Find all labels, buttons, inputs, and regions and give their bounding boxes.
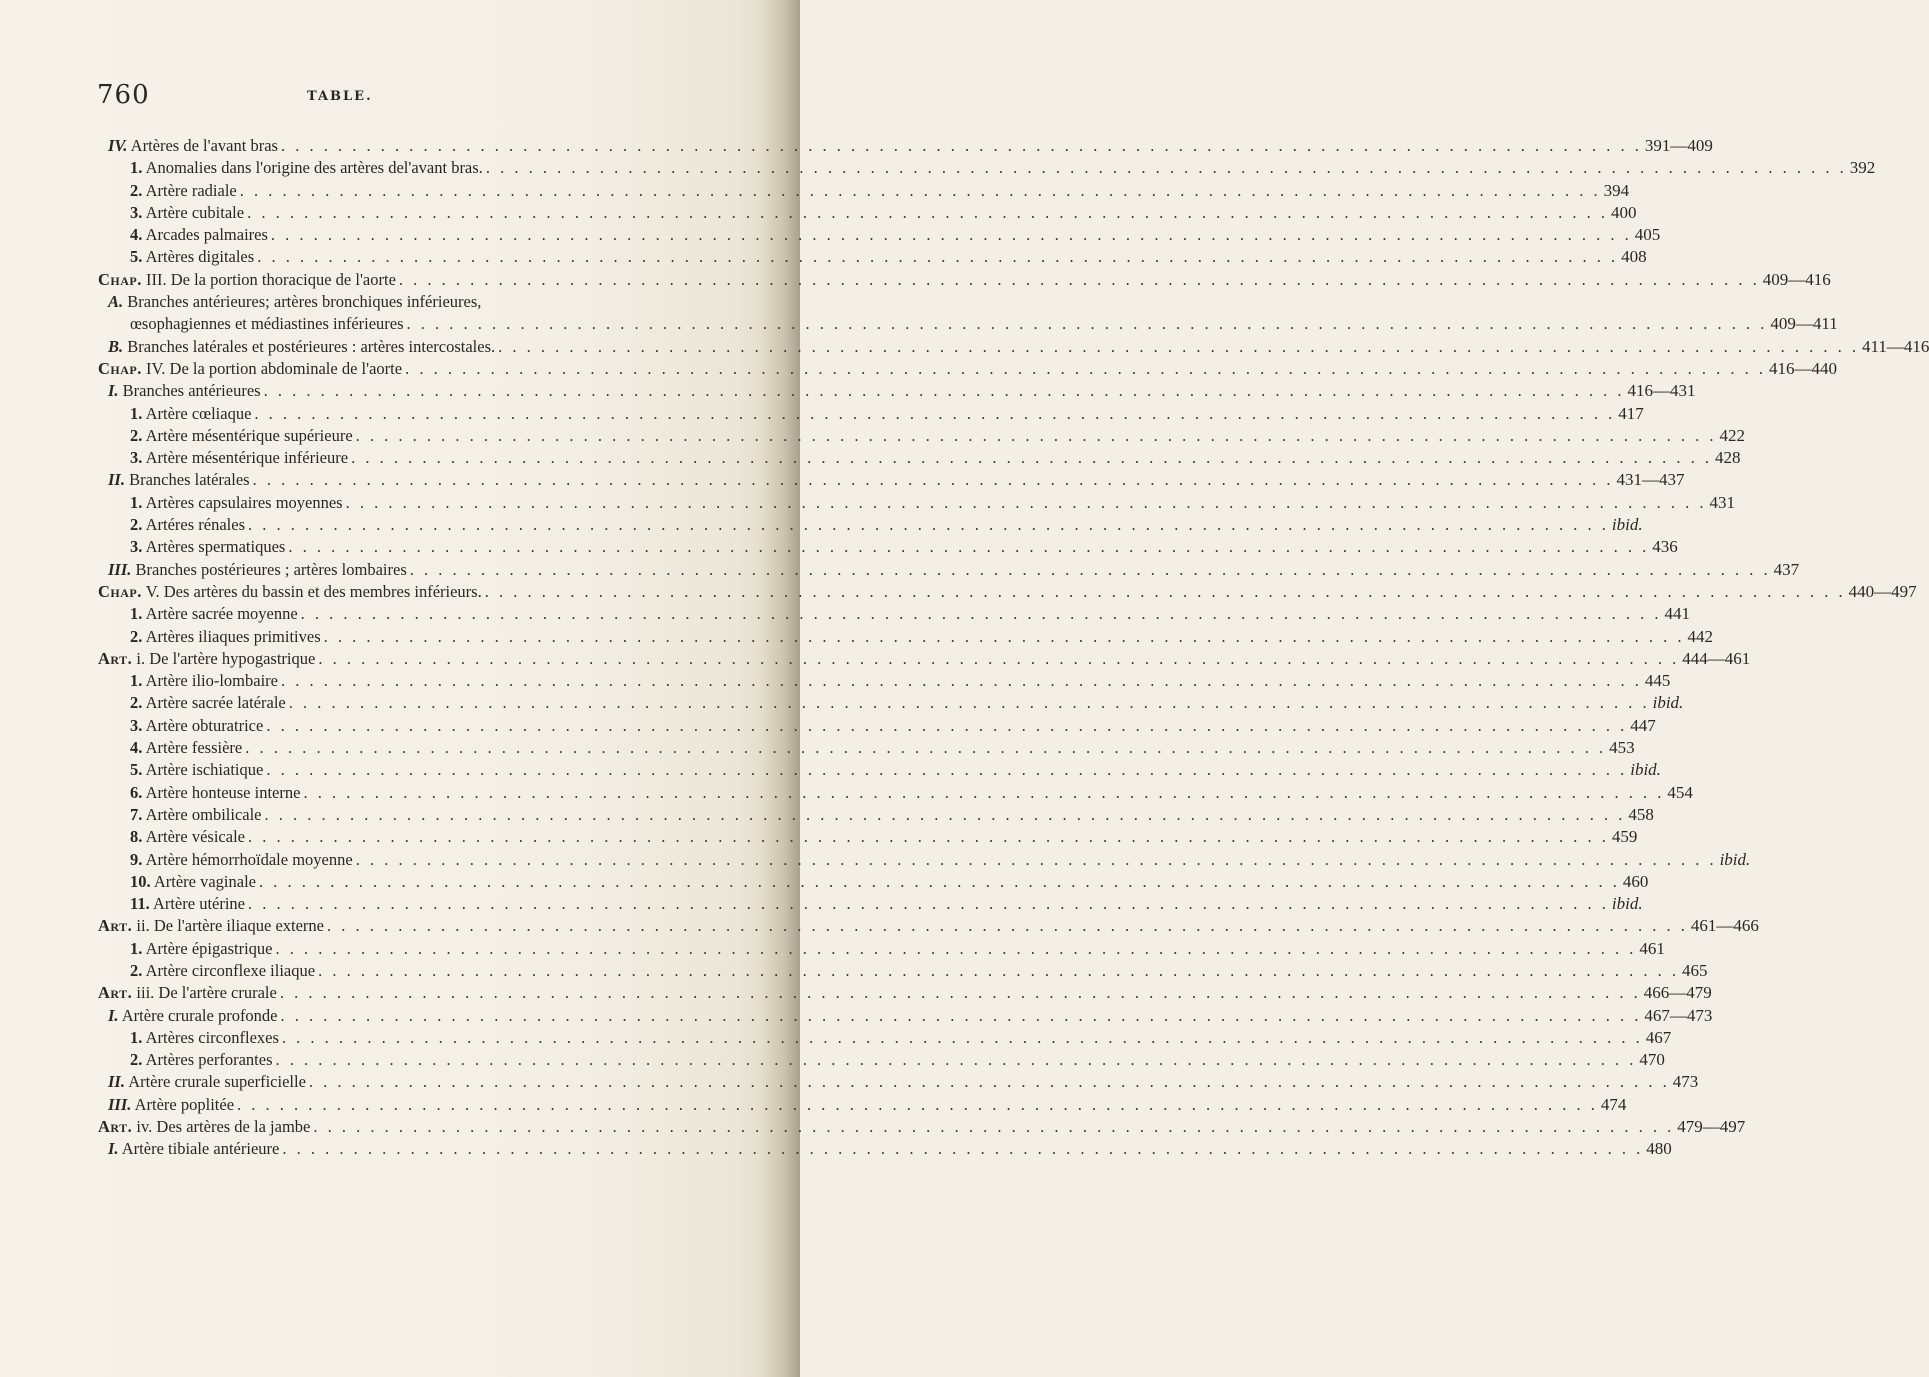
toc-entry-page: 441 [1664, 604, 1691, 624]
toc-entry [130, 1027, 1672, 1049]
toc-entry-label: 6. [130, 782, 143, 802]
toc-entry-label: III. [108, 1094, 132, 1114]
toc-entry-label: 1. [130, 1027, 143, 1047]
dot-leader [277, 982, 1644, 1004]
toc-entry-title: Artère mésentérique inférieure [145, 448, 349, 468]
toc-entry-text [108, 1094, 234, 1116]
toc-entry [130, 603, 1691, 625]
toc-entry-page: 411—416 [1862, 336, 1929, 356]
toc-entry-label: 4. [130, 225, 143, 245]
dot-leader [402, 358, 1769, 380]
toc-entry-page: 440—497 [1848, 581, 1917, 601]
toc-entry-text [108, 336, 495, 358]
toc-entry-label: 4. [130, 738, 143, 758]
toc-entry-label: II. [108, 470, 125, 490]
toc-entry-page: 474 [1600, 1094, 1627, 1114]
table-of-contents [98, 135, 1929, 1161]
toc-entry-title: Branches antérieures [122, 381, 261, 401]
dot-leader [315, 648, 1682, 670]
toc-entry-label: A. [108, 292, 124, 312]
dot-leader [353, 849, 1720, 871]
dot-leader [482, 581, 1849, 603]
dot-leader [268, 224, 1635, 246]
toc-entry-text [130, 313, 404, 335]
toc-entry-text [130, 826, 245, 848]
toc-entry-label: 1. [130, 671, 143, 691]
toc-entry [108, 469, 1685, 491]
toc-entry-title: Artère poplitée [134, 1094, 235, 1114]
dot-leader [242, 737, 1609, 759]
toc-entry-title: iv. Des artères de la jambe [136, 1117, 311, 1137]
toc-entry [130, 514, 1643, 536]
dot-leader [396, 269, 1763, 291]
toc-entry [130, 849, 1751, 871]
toc-entry [98, 982, 1712, 1004]
toc-entry-label: 3. [130, 448, 143, 468]
toc-entry [130, 180, 1630, 202]
toc-entry [108, 380, 1696, 402]
toc-entry [130, 826, 1638, 848]
toc-entry-page: 392 [1849, 158, 1876, 178]
toc-entry-label: 2. [130, 425, 143, 445]
toc-entry-title: Branches latérales [129, 470, 250, 490]
toc-entry-title: IV. De la portion abdominale de l'aorte [146, 358, 403, 378]
toc-entry-label: I. [108, 381, 119, 401]
toc-entry [130, 804, 1654, 826]
toc-entry-text [130, 938, 273, 960]
toc-entry-title: Artère crurale superficielle [128, 1072, 306, 1092]
toc-entry-text [130, 514, 245, 536]
toc-entry-page: 431—437 [1616, 470, 1685, 490]
toc-entry-label: 11. [130, 894, 150, 914]
toc-entry-title: Artère radiale [145, 180, 237, 200]
toc-entry-title: Artères de l'avant bras [130, 136, 278, 155]
toc-entry [108, 559, 1800, 581]
toc-entry-text [130, 403, 251, 425]
toc-entry-page: 400 [1610, 202, 1637, 222]
toc-entry-label: Chap. [98, 269, 142, 289]
toc-entry-text [108, 380, 261, 402]
toc-entry [130, 224, 1661, 246]
toc-entry-page: 460 [1622, 871, 1649, 891]
toc-entry [130, 447, 1741, 469]
toc-entry-text [108, 1071, 306, 1093]
toc-entry-text [130, 603, 298, 625]
toc-entry [130, 536, 1678, 558]
dot-leader [404, 313, 1771, 335]
toc-entry-label: 5. [130, 760, 143, 780]
toc-entry-title: Branches antérieures; artères bronchiques inférieures, [127, 292, 482, 312]
toc-entry-title: Artères perforantes [145, 1050, 273, 1070]
toc-entry-text [130, 180, 237, 202]
toc-entry-text [98, 648, 315, 670]
toc-entry-title: Branches latérales et postérieures : artères intercostales. [127, 336, 496, 356]
dot-leader [306, 1071, 1673, 1093]
toc-entry [130, 871, 1649, 893]
toc-entry-page: 479—497 [1677, 1117, 1746, 1137]
toc-entry-label: 3. [130, 537, 143, 557]
toc-entry-label: Art. [98, 648, 133, 668]
toc-entry-page: 466—479 [1643, 983, 1712, 1003]
toc-entry-page: 467 [1645, 1027, 1672, 1047]
toc-entry-text [108, 559, 407, 581]
toc-entry-title: Branches postérieures ; artères lombaires [135, 559, 407, 579]
toc-entry-label: 2. [130, 1050, 143, 1070]
toc-entry [108, 135, 1713, 157]
dot-leader [278, 135, 1645, 157]
toc-entry [130, 492, 1735, 514]
toc-entry-label: B. [108, 336, 124, 356]
toc-entry [130, 626, 1714, 648]
toc-entry [98, 581, 1917, 603]
toc-entry-label: Art. [98, 916, 133, 936]
toc-entry-text [108, 469, 250, 491]
toc-entry-text [130, 670, 278, 692]
toc-entry-text [130, 536, 285, 558]
toc-entry-text [130, 224, 268, 246]
toc-entry-text [130, 492, 343, 514]
dot-leader [343, 492, 1710, 514]
toc-entry-title: ii. De l'artère iliaque externe [136, 916, 325, 936]
toc-entry [130, 960, 1708, 982]
toc-entry-page: 453 [1609, 738, 1635, 758]
toc-entry-title: Arcades palmaires [145, 225, 268, 245]
toc-entry [130, 246, 1647, 268]
dot-leader [315, 960, 1682, 982]
dot-leader [273, 1049, 1640, 1071]
toc-entry-label: 7. [130, 804, 143, 824]
dot-leader [263, 759, 1630, 781]
toc-entry-page: 444—461 [1682, 648, 1751, 668]
toc-entry-label: 2. [130, 960, 143, 980]
dot-leader [483, 157, 1850, 179]
dot-leader [251, 403, 1618, 425]
toc-entry-text [130, 425, 353, 447]
toc-entry-text [98, 269, 396, 291]
toc-entry-page: 461—466 [1690, 916, 1759, 936]
toc-entry-page: 394 [1603, 180, 1630, 200]
toc-entry [130, 782, 1693, 804]
dot-leader [348, 447, 1715, 469]
toc-entry-page: 416—440 [1768, 358, 1837, 378]
toc-entry-title: Artère fessière [145, 738, 243, 758]
toc-entry-page: 470 [1639, 1050, 1665, 1070]
toc-entry-label: Chap. [98, 581, 142, 601]
toc-entry-page: 459 [1611, 827, 1638, 847]
toc-entry-label: 1. [130, 604, 143, 624]
toc-entry-text [98, 915, 324, 937]
toc-entry [130, 715, 1656, 737]
toc-entry-text [130, 157, 483, 179]
toc-entry-label: Chap. [98, 358, 142, 378]
toc-entry-page: 416—431 [1627, 381, 1696, 401]
toc-entry [108, 1138, 1672, 1160]
toc-entry-text [130, 202, 244, 224]
toc-entry-title: Artère vaginale [153, 871, 256, 891]
toc-entry-label: 2. [130, 626, 143, 646]
dot-leader [254, 246, 1621, 268]
toc-entry-title: iii. De l'artère crurale [136, 983, 277, 1003]
toc-entry-label: 2. [130, 693, 143, 713]
toc-entry-title: œsophagiennes et médiastines inférieures [130, 314, 404, 334]
toc-entry-text [130, 871, 256, 893]
dot-leader [286, 692, 1653, 714]
toc-entry-title: Artères spermatiques [145, 537, 286, 557]
toc-entry-page: 461 [1639, 938, 1665, 958]
toc-entry-text [130, 804, 262, 826]
toc-entry-text [98, 581, 482, 603]
toc-entry-title: Artères capsulaires moyennes [145, 492, 343, 512]
toc-entry-page: 445 [1644, 671, 1671, 691]
running-title: TABLE. [307, 89, 373, 104]
page-header [97, 80, 697, 114]
toc-entry-text [130, 849, 353, 871]
toc-entry-text [98, 982, 277, 1004]
toc-entry-text [130, 737, 242, 759]
toc-entry-page: 454 [1667, 782, 1693, 802]
toc-entry-title: Artère obturatrice [145, 715, 264, 735]
dot-leader [261, 380, 1628, 402]
dot-leader [278, 1005, 1645, 1027]
toc-entry-title: Artéres rénales [145, 515, 245, 535]
dot-leader [245, 893, 1612, 915]
toc-entry-title: Artères digitales [145, 247, 255, 267]
toc-entry-label: 1. [130, 158, 143, 178]
toc-entry [108, 1005, 1713, 1027]
toc-entry-page: 417 [1618, 403, 1644, 423]
dot-leader [353, 425, 1720, 447]
toc-entry [98, 269, 1831, 291]
toc-entry-label: 5. [130, 247, 143, 267]
toc-entry-label: Art. [98, 983, 133, 1003]
toc-entry-text [108, 135, 278, 157]
toc-entry-label: 8. [130, 827, 143, 847]
toc-entry-title: Artère épigastrique [145, 938, 273, 958]
toc-entry-label: 1. [130, 492, 143, 512]
toc-entry [98, 1116, 1746, 1138]
toc-entry [98, 915, 1759, 937]
toc-entry [130, 157, 1876, 179]
toc-entry-page: ibid. [1611, 515, 1643, 535]
toc-entry-title: Artères circonflexes [145, 1027, 279, 1047]
toc-entry-title: Artère mésentérique supérieure [145, 425, 353, 445]
toc-entry-text [130, 960, 315, 982]
dot-leader [300, 782, 1667, 804]
dot-leader [298, 603, 1665, 625]
toc-entry-title: Artère sacrée moyenne [145, 604, 298, 624]
toc-entry-title: Artère ischiatique [145, 760, 264, 780]
toc-entry [108, 336, 1929, 358]
toc-entry-title: Artère hémorrhoïdale moyenne [145, 849, 353, 869]
toc-entry-text [130, 893, 245, 915]
toc-entry [130, 938, 1665, 960]
toc-entry-page: 480 [1646, 1139, 1672, 1159]
toc-entry-label: III. [108, 559, 132, 579]
toc-entry-label: 2. [130, 180, 143, 200]
toc-entry-page: 431 [1709, 492, 1735, 512]
toc-entry-text [130, 1049, 273, 1071]
toc-entry-page: 422 [1719, 425, 1746, 445]
toc-entry-label: II. [108, 1072, 125, 1092]
toc-entry-label: 9. [130, 849, 143, 869]
toc-entry-text [98, 358, 402, 380]
toc-entry [108, 1071, 1699, 1093]
toc-entry [108, 1094, 1627, 1116]
dot-leader [279, 1027, 1646, 1049]
toc-entry-text [108, 291, 481, 313]
toc-entry [98, 648, 1751, 670]
toc-entry-title: Anomalies dans l'origine des artères del'avant bras. [145, 158, 483, 178]
toc-entry-label: IV. [108, 136, 128, 155]
toc-entry-label: 3. [130, 202, 143, 222]
toc-entry-label: 3. [130, 715, 143, 735]
dot-leader [237, 180, 1604, 202]
toc-entry [130, 425, 1746, 447]
toc-entry-title: Artère ilio-lombaire [145, 671, 278, 691]
toc-entry [130, 202, 1637, 224]
toc-entry [108, 291, 670, 313]
toc-entry-label: Art. [98, 1117, 133, 1137]
toc-entry-title: i. De l'artère hypogastrique [136, 648, 316, 668]
dot-leader [495, 336, 1862, 358]
toc-entry [130, 670, 1671, 692]
toc-entry [130, 737, 1635, 759]
toc-entry-page: 447 [1630, 715, 1656, 735]
toc-entry-text [108, 1005, 278, 1027]
toc-entry-title: Artère circonflexe iliaque [145, 960, 316, 980]
toc-entry-text [130, 759, 263, 781]
toc-entry-title: Artère utérine [152, 894, 246, 914]
toc-entry-label: 1. [130, 403, 143, 423]
toc-entry-title: Artère crurale profonde [121, 1005, 278, 1025]
toc-entry-label: 10. [130, 871, 151, 891]
toc-entry [130, 1049, 1665, 1071]
toc-entry-page: 409—416 [1762, 269, 1831, 289]
toc-entry-page: 458 [1628, 804, 1654, 824]
toc-entry-text [130, 246, 254, 268]
toc-entry-page: 473 [1672, 1072, 1699, 1092]
dot-leader [244, 202, 1611, 224]
toc-entry-page: ibid. [1630, 760, 1661, 780]
toc-entry [98, 358, 1837, 380]
page-number: 760 [97, 80, 150, 110]
toc-entry-page: 391—409 [1644, 136, 1713, 155]
toc-entry-text [130, 782, 300, 804]
dot-leader [407, 559, 1774, 581]
dot-leader [279, 1138, 1646, 1160]
toc-entry-text [98, 1116, 310, 1138]
dot-leader [245, 826, 1612, 848]
dot-leader [263, 715, 1630, 737]
toc-entry-label: 2. [130, 515, 143, 535]
toc-entry-text [108, 1138, 279, 1160]
dot-leader [273, 938, 1640, 960]
toc-entry-title: Artère ombilicale [145, 804, 262, 824]
toc-entry [130, 759, 1661, 781]
dot-leader [324, 915, 1691, 937]
toc-entry-page: 467—473 [1644, 1005, 1713, 1025]
toc-entry [130, 692, 1684, 714]
toc-entry-text [130, 715, 263, 737]
toc-entry-page: ibid. [1611, 894, 1643, 914]
toc-entry-page: 408 [1621, 247, 1647, 267]
toc-entry-label: 1. [130, 938, 143, 958]
toc-entry-title: Artère honteuse interne [145, 782, 301, 802]
dot-leader [250, 469, 1617, 491]
toc-entry [130, 403, 1644, 425]
dot-leader [285, 536, 1652, 558]
toc-entry-page: 405 [1634, 225, 1661, 245]
toc-entry-text [130, 692, 286, 714]
dot-leader [256, 871, 1623, 893]
dot-leader [310, 1116, 1677, 1138]
toc-entry-text [130, 626, 321, 648]
dot-leader [245, 514, 1612, 536]
toc-entry-title: III. De la portion thoracique de l'aorte [146, 269, 396, 289]
toc-entry-page: 428 [1714, 448, 1741, 468]
dot-leader [321, 626, 1688, 648]
toc-entry-page: 442 [1687, 626, 1714, 646]
toc-entry-title: Artère cœliaque [145, 403, 252, 423]
toc-entry-text [130, 447, 348, 469]
toc-entry-text [130, 1027, 279, 1049]
dot-leader [278, 670, 1645, 692]
toc-entry-page: 436 [1652, 537, 1678, 557]
toc-entry-title: Artère cubitale [145, 202, 245, 222]
toc-entry-title: Artères iliaques primitives [145, 626, 321, 646]
toc-entry-label: I. [108, 1139, 119, 1159]
toc-entry [130, 893, 1643, 915]
toc-entry-page: 465 [1681, 960, 1708, 980]
toc-entry-title: Artère tibiale antérieure [121, 1139, 280, 1159]
dot-leader [234, 1094, 1601, 1116]
toc-entry-title: V. Des artères du bassin et des membres inférieurs. [145, 581, 482, 601]
toc-entry-page: 437 [1773, 559, 1800, 579]
toc-entry [130, 313, 1838, 335]
toc-entry-title: Artère sacrée latérale [145, 693, 286, 713]
toc-entry-page: ibid. [1719, 849, 1751, 869]
toc-entry-label: I. [108, 1005, 119, 1025]
toc-entry-title: Artère vésicale [145, 827, 245, 847]
toc-entry-page: ibid. [1652, 693, 1684, 713]
toc-entry-page: 409—411 [1770, 314, 1838, 334]
dot-leader [262, 804, 1629, 826]
